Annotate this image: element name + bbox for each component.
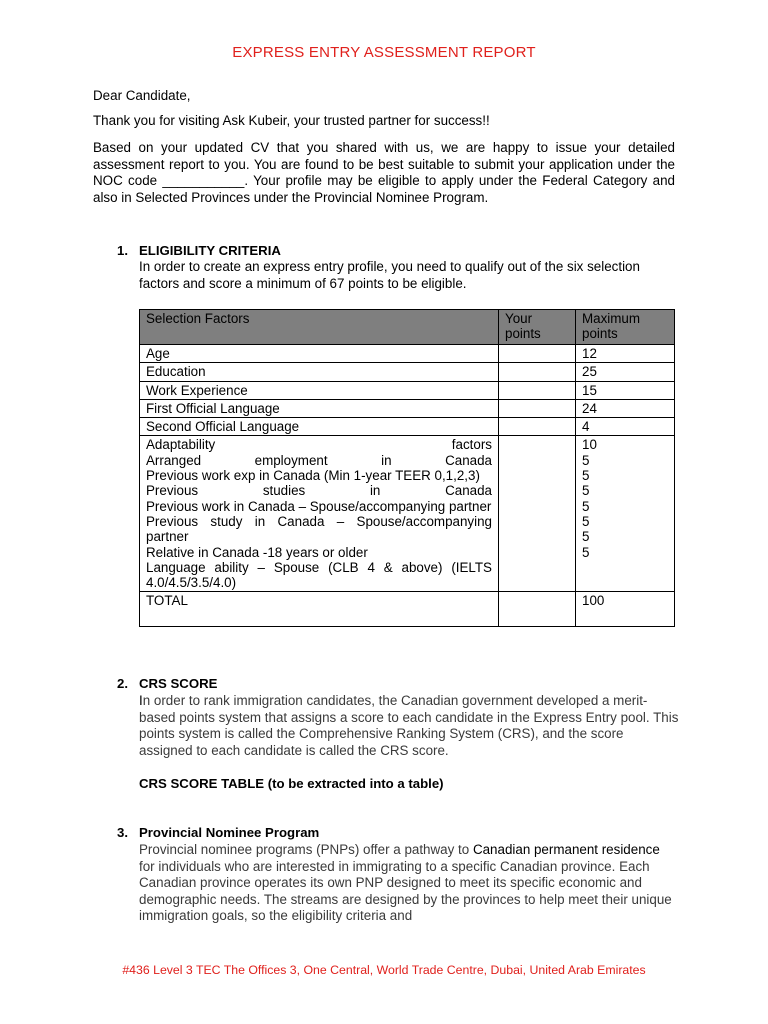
- section3-title: Provincial Nominee Program: [139, 825, 320, 840]
- factor-cell: Education: [140, 363, 499, 381]
- section1-title: ELIGIBILITY CRITERIA: [139, 243, 281, 258]
- max-points-cell: 24: [576, 399, 675, 417]
- header-maximum-points: Maximum points: [576, 310, 675, 345]
- table-header-row: [140, 310, 675, 345]
- your-points-cell: [499, 381, 576, 399]
- section2-body-text: n order to rank immigration candidates, the Canadian government developed a merit-based points system that assigns a score to each candidate in the Express Entry pool. This points system is called the Comprehensive Ranking System (CRS), and the score assigned to each candidate is called the CRS score.: [139, 693, 679, 758]
- adaptability-value: 5: [582, 513, 590, 529]
- adaptability-item: Adaptability factors: [146, 437, 492, 453]
- section1-number: 1.: [117, 243, 128, 258]
- report-title: EXPRESS ENTRY ASSESSMENT REPORT: [232, 44, 536, 61]
- greeting: Dear Candidate,: [93, 88, 191, 103]
- factor-cell: Age: [140, 345, 499, 363]
- section3-body: [139, 842, 679, 925]
- your-points-cell: [499, 418, 576, 436]
- table-row: [140, 363, 675, 381]
- section2-title: CRS SCORE: [139, 676, 218, 691]
- footer-address: #436 Level 3 TEC The Offices 3, One Central, World Trade Centre, Dubai, United Arab Emirates: [122, 963, 646, 977]
- section2-number: 2.: [117, 676, 128, 691]
- section3-body-part1: Provincial nominee programs (PNPs) offer a pathway to: [139, 842, 473, 857]
- factor-cell: First Official Language: [140, 399, 499, 417]
- adaptability-value: 5: [582, 529, 590, 545]
- header-your-points: Your points: [499, 310, 576, 345]
- total-row: [140, 592, 675, 627]
- section2-body: [139, 693, 679, 759]
- your-points-cell: [499, 592, 576, 627]
- adaptability-value: 5: [582, 452, 590, 468]
- adaptability-item: Language ability – Spouse (CLB 4 & above) (IELTS 4.0/4.5/3.5/4.0): [146, 559, 492, 591]
- section3-number: 3.: [117, 825, 128, 840]
- adaptability-row: [140, 436, 675, 592]
- adaptability-item: Arranged employment in Canada: [146, 452, 492, 468]
- intro-paragraph: Based on your updated CV that you shared with us, we are happy to issue your detailed assessment report to you. You are found to be best suitable to submit your application under the NOC code ___________. Your profile may be eligible to apply under the Federal Category and also in Selected Provinces under the Provincial Nominee Program.: [93, 140, 675, 205]
- adaptability-value: 5: [582, 483, 590, 499]
- adaptability-value: 10: [582, 437, 597, 453]
- table-row: [140, 418, 675, 436]
- your-points-cell: [499, 399, 576, 417]
- table-row: [140, 345, 675, 363]
- table-row: [140, 381, 675, 399]
- adaptability-values-cell: [576, 436, 675, 592]
- adaptability-item: Previous work in Canada – Spouse/accompanying partner: [146, 498, 492, 514]
- permanent-residence-link[interactable]: Canadian permanent residence: [472, 842, 660, 857]
- adaptability-value: 5: [582, 468, 590, 484]
- total-label: TOTAL: [140, 592, 499, 627]
- header-selection-factors: Selection Factors: [140, 310, 499, 345]
- adaptability-item: Relative in Canada -18 years or older: [146, 544, 368, 560]
- max-points-cell: 4: [576, 418, 675, 436]
- section1-body: In order to create an express entry profile, you need to qualify out of the six selection factors and score a minimum of 67 points to be eligible.: [139, 259, 640, 291]
- max-points-cell: 25: [576, 363, 675, 381]
- adaptability-factors-cell: [140, 436, 499, 592]
- your-points-cell: [499, 345, 576, 363]
- crs-table-note: CRS SCORE TABLE (to be extracted into a table): [139, 776, 444, 791]
- your-points-cell: [499, 436, 576, 592]
- adaptability-item: Previous study in Canada – Spouse/accompanying partner: [146, 513, 492, 545]
- your-points-cell: [499, 363, 576, 381]
- total-max: 100: [576, 592, 675, 627]
- adaptability-item: Previous work exp in Canada (Min 1-year TEER 0,1,2,3): [146, 468, 480, 484]
- max-points-cell: 15: [576, 381, 675, 399]
- section2-first-letter: I: [139, 693, 143, 708]
- adaptability-item: Previous studies in Canada: [146, 483, 492, 499]
- adaptability-value: 5: [582, 544, 590, 560]
- factor-cell: Second Official Language: [140, 418, 499, 436]
- max-points-cell: 12: [576, 345, 675, 363]
- adaptability-value: 5: [582, 498, 590, 514]
- thanks-line: Thank you for visiting Ask Kubeir, your trusted partner for success!!: [93, 113, 490, 128]
- selection-factors-table: [139, 309, 675, 627]
- section3-body-part2: for individuals who are interested in immigrating to a specific Canadian province. Each Canadian province operates its own PNP designed to meet its specific economic and demographic needs. The streams are designed by the provinces to help meet their unique immigration goals, so the eligibility criteria and: [139, 858, 672, 923]
- table-row: [140, 399, 675, 417]
- factor-cell: Work Experience: [140, 381, 499, 399]
